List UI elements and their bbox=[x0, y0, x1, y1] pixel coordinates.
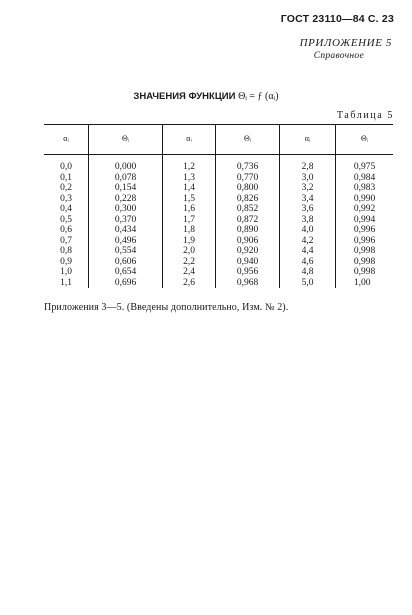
table-cell: 1,4 bbox=[183, 183, 195, 193]
table-cell: 0,370 bbox=[114, 214, 137, 225]
table-cell: 3,8 bbox=[301, 214, 314, 225]
table-cell: 0,078 bbox=[114, 172, 137, 183]
footnote: Приложения 3—5. (Введены дополнительно, Изм. № 2). bbox=[44, 302, 289, 313]
table-cell: 4,0 bbox=[301, 225, 314, 235]
table-column-cell bbox=[216, 155, 280, 289]
table-cell: 1,0 bbox=[60, 267, 72, 277]
value-column bbox=[354, 162, 375, 288]
table-cell: 0,826 bbox=[236, 193, 259, 204]
table-column-cell bbox=[44, 155, 89, 289]
table-cell: 4,2 bbox=[301, 235, 314, 246]
table-cell: 0,736 bbox=[236, 162, 259, 172]
table-cell: 4,4 bbox=[301, 246, 314, 256]
value-column bbox=[302, 162, 314, 288]
table-cell: 0,154 bbox=[114, 183, 137, 193]
table-cell: 0,968 bbox=[236, 277, 259, 288]
table-cell: 0,990 bbox=[353, 193, 376, 204]
table-cell: 0,998 bbox=[353, 267, 376, 277]
table-cell: 0,800 bbox=[236, 183, 259, 193]
table-body-row bbox=[44, 155, 393, 289]
table-cell: 0,9 bbox=[60, 256, 72, 267]
table-cell: 2,6 bbox=[183, 277, 195, 288]
table-heading bbox=[0, 91, 412, 102]
header-theta-1: Θᵢ bbox=[89, 125, 163, 155]
table-cell: 2,0 bbox=[183, 246, 195, 256]
table-cell: 0,770 bbox=[236, 172, 259, 183]
page-header: ГОСТ 23110—84 С. 23 bbox=[280, 13, 394, 25]
table-cell: 0,872 bbox=[236, 214, 259, 225]
table-cell: 0,0 bbox=[60, 162, 72, 172]
table-cell: 0,920 bbox=[236, 246, 259, 256]
table-cell: 0,228 bbox=[114, 193, 137, 204]
table-cell: 0,6 bbox=[60, 225, 72, 235]
table-cell: 2,8 bbox=[301, 162, 314, 172]
table-cell: 0,496 bbox=[114, 235, 137, 246]
table-cell: 0,2 bbox=[60, 183, 72, 193]
header-theta-3: Θᵢ bbox=[336, 125, 394, 155]
table-cell: 0,906 bbox=[236, 235, 259, 246]
function-values-table bbox=[44, 124, 393, 288]
table-cell: 3,6 bbox=[301, 204, 314, 214]
table-cell: 0,554 bbox=[114, 246, 137, 256]
table-cell: 0,300 bbox=[114, 204, 137, 214]
table-column-cell bbox=[336, 155, 394, 289]
table-cell: 0,975 bbox=[353, 162, 376, 172]
table-cell: 0,4 bbox=[60, 204, 72, 214]
table-cell: 0,654 bbox=[114, 267, 137, 277]
table-cell: 0,998 bbox=[353, 246, 376, 256]
table-cell: 3,4 bbox=[301, 193, 314, 204]
table-cell: 0,7 bbox=[60, 235, 72, 246]
table-cell: 0,434 bbox=[114, 225, 137, 235]
table-cell: 4,8 bbox=[301, 267, 314, 277]
table-cell: 3,2 bbox=[301, 183, 314, 193]
header-theta-2: Θᵢ bbox=[216, 125, 280, 155]
table-label: Таблица 5 bbox=[336, 110, 394, 121]
table-cell: 0,956 bbox=[236, 267, 259, 277]
table-cell: 1,00 bbox=[353, 277, 371, 288]
header-alpha-1: αᵢ bbox=[44, 125, 89, 155]
table-cell: 0,996 bbox=[353, 225, 376, 235]
table-cell: 0,983 bbox=[353, 183, 376, 193]
table-column-cell bbox=[280, 155, 336, 289]
table-cell: 5,0 bbox=[301, 277, 314, 288]
heading-formula: Θᵢ = ƒ (αᵢ) bbox=[238, 91, 279, 102]
table-cell: 0,5 bbox=[60, 214, 72, 225]
table-column-cell bbox=[89, 155, 163, 289]
table-column-cell bbox=[163, 155, 216, 289]
table-cell: 1,8 bbox=[183, 225, 195, 235]
table-cell: 1,5 bbox=[183, 193, 195, 204]
table-cell: 4,6 bbox=[301, 256, 314, 267]
table-cell: 3,0 bbox=[301, 172, 314, 183]
table-cell: 0,992 bbox=[353, 204, 376, 214]
table-cell: 2,2 bbox=[183, 256, 195, 267]
table-cell: 0,1 bbox=[60, 172, 72, 183]
value-column bbox=[115, 162, 136, 288]
table-cell: 1,6 bbox=[183, 204, 195, 214]
table-cell: 1,7 bbox=[183, 214, 195, 225]
table-cell: 0,852 bbox=[236, 204, 259, 214]
value-column bbox=[60, 162, 72, 288]
table-cell: 0,3 bbox=[60, 193, 72, 204]
table-cell: 0,606 bbox=[114, 256, 137, 267]
table-cell: 0,998 bbox=[353, 256, 376, 267]
header-alpha-3: αᵢ bbox=[280, 125, 336, 155]
value-column bbox=[237, 162, 258, 288]
appendix-subtitle: Справочное bbox=[313, 51, 364, 61]
table-cell: 1,3 bbox=[183, 172, 195, 183]
table-cell: 0,000 bbox=[114, 162, 137, 172]
table-cell: 0,940 bbox=[236, 256, 259, 267]
table-cell: 0,984 bbox=[353, 172, 376, 183]
table-cell: 0,696 bbox=[114, 277, 137, 288]
value-column bbox=[183, 162, 195, 288]
table-cell: 1,2 bbox=[183, 162, 195, 172]
header-alpha-2: αᵢ bbox=[163, 125, 216, 155]
table-cell: 0,996 bbox=[353, 235, 376, 246]
table-cell: 1,1 bbox=[60, 277, 72, 288]
table-cell: 1,9 bbox=[183, 235, 195, 246]
appendix-title: ПРИЛОЖЕНИЕ 5 bbox=[299, 37, 392, 49]
heading-text: ЗНАЧЕНИЯ ФУНКЦИИ bbox=[133, 91, 236, 102]
table-cell: 0,890 bbox=[236, 225, 259, 235]
table-cell: 0,994 bbox=[353, 214, 376, 225]
table-cell: 2,4 bbox=[183, 267, 195, 277]
table-header-row bbox=[44, 125, 393, 155]
table-cell: 0,8 bbox=[60, 246, 72, 256]
